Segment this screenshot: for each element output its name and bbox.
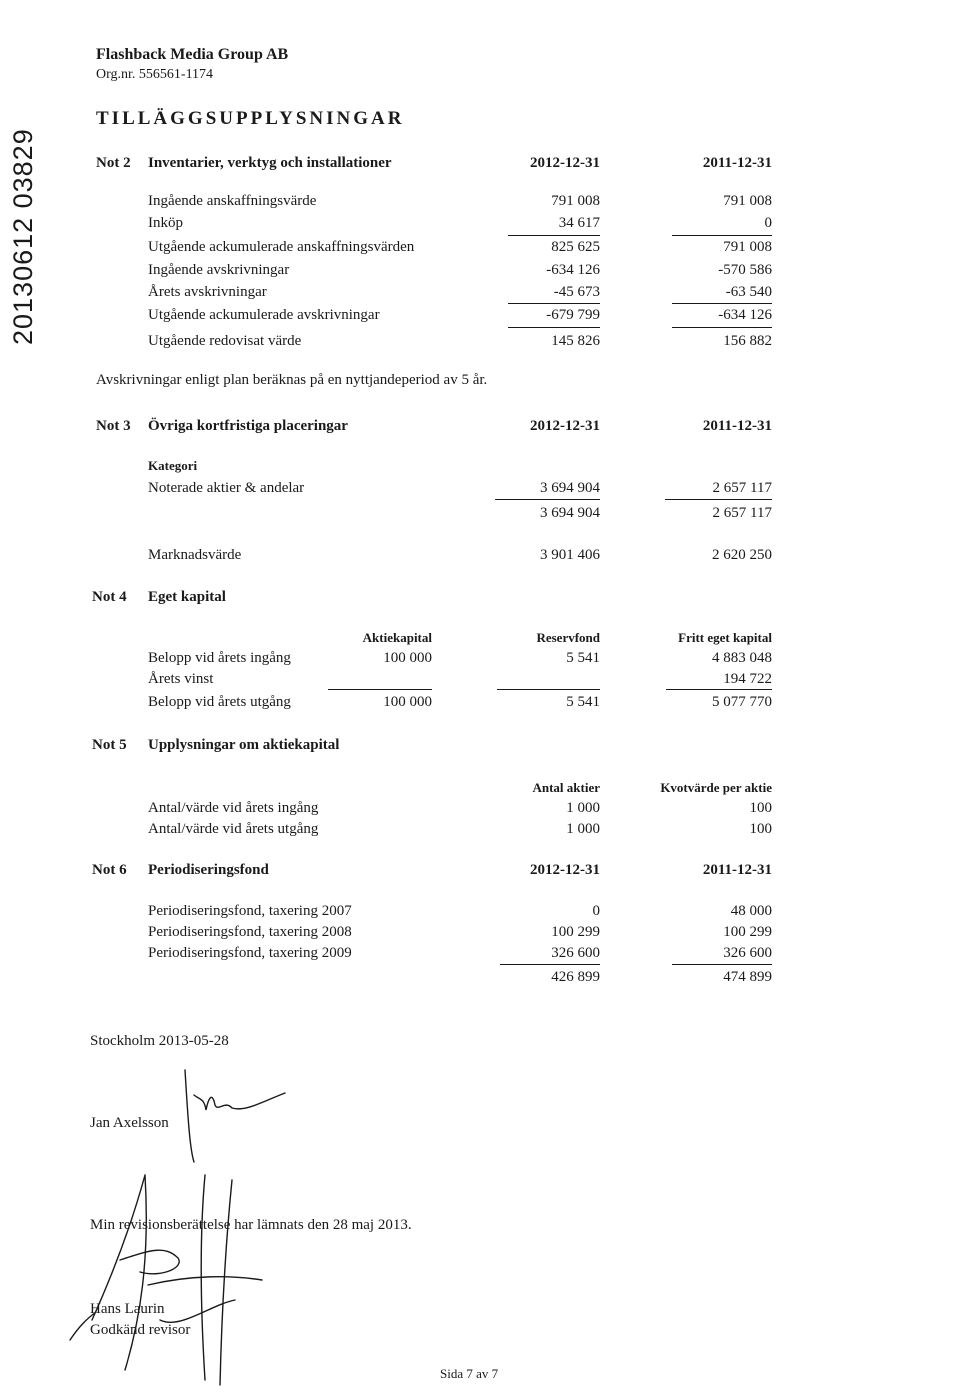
note2-row-label: Ingående anskaffningsvärde [148, 193, 317, 209]
org-number: Org.nr. 556561-1174 [96, 67, 214, 82]
note4-value: 5 077 770 [712, 694, 772, 710]
underline [508, 235, 600, 236]
note6-row-value-2012: 100 299 [551, 924, 600, 940]
note2-row-value-2012: 825 625 [551, 239, 600, 255]
note3-market-label: Marknadsvärde [148, 547, 242, 563]
note6-row-label: Periodiseringsfond, taxering 2008 [148, 924, 352, 940]
note3-market-2012: 3 901 406 [540, 547, 600, 563]
note5-heading: Upplysningar om aktiekapital [148, 737, 340, 753]
underline [495, 499, 600, 500]
underline [328, 689, 432, 690]
note5-value: 1 000 [566, 800, 600, 816]
note4-value: 5 541 [566, 694, 600, 710]
note2-row-label: Utgående ackumulerade avskrivningar [148, 307, 380, 323]
note2-row-value-2011: -570 586 [718, 262, 772, 278]
note6-col2-header: 2011-12-31 [702, 862, 772, 878]
note6-row-value-2012: 0 [592, 903, 600, 919]
note5-value: 100 [749, 800, 772, 816]
note2-row-label: Utgående redovisat värde [148, 333, 302, 349]
note4-value: 100 000 [383, 694, 432, 710]
note4-col-header: Aktiekapital [362, 630, 432, 645]
note3-sum-2012: 3 694 904 [540, 505, 600, 521]
note3-heading: Övriga kortfristiga placeringar [148, 418, 348, 434]
note5-row-label: Antal/värde vid årets utgång [148, 821, 319, 837]
note2-row-value-2011: 0 [764, 215, 772, 231]
note6-row-value-2011: 326 600 [723, 945, 772, 961]
note3-label: Not 3 [96, 418, 131, 434]
note2-row-value-2012: -679 799 [546, 307, 600, 323]
note2-heading: Inventarier, verktyg och installationer [148, 155, 392, 171]
note5-col-header: Kvotvärde per aktie [660, 780, 772, 795]
note6-row-label: Periodiseringsfond, taxering 2007 [148, 903, 352, 919]
note3-sum-2011: 2 657 117 [712, 505, 772, 521]
note6-heading: Periodiseringsfond [148, 862, 269, 878]
note5-value: 1 000 [566, 821, 600, 837]
note2-col2-header: 2011-12-31 [702, 155, 772, 171]
note4-value: 100 000 [383, 650, 432, 666]
note2-row-label: Inköp [148, 215, 183, 231]
note6-row-value-2012: 326 600 [551, 945, 600, 961]
auditor-name: Hans Laurin [90, 1301, 165, 1317]
note2-row-label: Årets avskrivningar [148, 284, 267, 300]
note2-row-value-2012: -634 126 [546, 262, 600, 278]
note2-row-value-2011: 156 882 [723, 333, 772, 349]
note4-col-header: Reservfond [536, 630, 600, 645]
note3-market-2011: 2 620 250 [712, 547, 772, 563]
note4-row-label: Belopp vid årets ingång [148, 650, 291, 666]
note3-row-value-2011: 2 657 117 [712, 480, 772, 496]
note2-row-value-2011: 791 008 [723, 239, 772, 255]
note2-row-label: Ingående avskrivningar [148, 262, 290, 278]
note6-sum-2012: 426 899 [551, 969, 600, 985]
underline [665, 499, 772, 500]
note4-value: 4 883 048 [712, 650, 772, 666]
note2-row-label: Utgående ackumulerade anskaffningsvärden [148, 239, 415, 255]
document-id-vertical: 20130612 03829 [8, 128, 38, 345]
note5-value: 100 [749, 821, 772, 837]
note4-value: 5 541 [566, 650, 600, 666]
note2-row-value-2012: -45 673 [553, 284, 600, 300]
note2-row-value-2011: -63 540 [725, 284, 772, 300]
note3-row-value-2012: 3 694 904 [540, 480, 600, 496]
note2-label: Not 2 [96, 155, 131, 171]
note2-row-value-2012: 145 826 [551, 333, 600, 349]
underline [666, 689, 772, 690]
note4-heading: Eget kapital [148, 589, 226, 605]
company-name: Flashback Media Group AB [96, 46, 289, 63]
note2-row-value-2012: 34 617 [558, 215, 600, 231]
note2-row-value-2011: 791 008 [723, 193, 772, 209]
underline [672, 327, 772, 328]
note6-col1-header: 2012-12-31 [530, 862, 600, 878]
underline [508, 327, 600, 328]
note2-row-value-2012: 791 008 [551, 193, 600, 209]
page-title: TILLÄGGSUPPLYSNINGAR [96, 108, 405, 129]
note6-row-value-2011: 100 299 [723, 924, 772, 940]
note6-sum-2011: 474 899 [723, 969, 772, 985]
note5-row-label: Antal/värde vid årets ingång [148, 800, 319, 816]
note2-footnote: Avskrivningar enligt plan beräknas på en nyttjandeperiod av 5 år. [96, 372, 488, 388]
underline [672, 964, 772, 965]
note5-label: Not 5 [92, 737, 127, 753]
audit-sentence: Min revisionsberättelse har lämnats den 28 maj 2013. [90, 1217, 412, 1233]
page-number: Sida 7 av 7 [440, 1366, 499, 1381]
note3-col2-header: 2011-12-31 [702, 418, 772, 434]
auditor-title: Godkänd revisor [90, 1322, 191, 1338]
underline [672, 303, 772, 304]
note5-col-header: Antal aktier [532, 780, 600, 795]
note3-category-label: Kategori [148, 458, 198, 473]
underline [497, 689, 600, 690]
note4-label: Not 4 [92, 589, 127, 605]
note6-label: Not 6 [92, 862, 127, 878]
underline [672, 235, 772, 236]
note6-row-value-2011: 48 000 [730, 903, 772, 919]
note3-row-label: Noterade aktier & andelar [148, 480, 305, 496]
underline [508, 303, 600, 304]
note4-row-label: Belopp vid årets utgång [148, 694, 291, 710]
note2-row-value-2011: -634 126 [718, 307, 772, 323]
note3-col1-header: 2012-12-31 [530, 418, 600, 434]
signer-name: Jan Axelsson [90, 1115, 169, 1131]
underline [500, 964, 600, 965]
note4-col-header: Fritt eget kapital [678, 630, 772, 645]
note4-row-label: Årets vinst [148, 671, 214, 687]
place-date: Stockholm 2013-05-28 [90, 1033, 229, 1049]
note2-col1-header: 2012-12-31 [530, 155, 600, 171]
note6-row-label: Periodiseringsfond, taxering 2009 [148, 945, 352, 961]
note4-value: 194 722 [723, 671, 772, 687]
